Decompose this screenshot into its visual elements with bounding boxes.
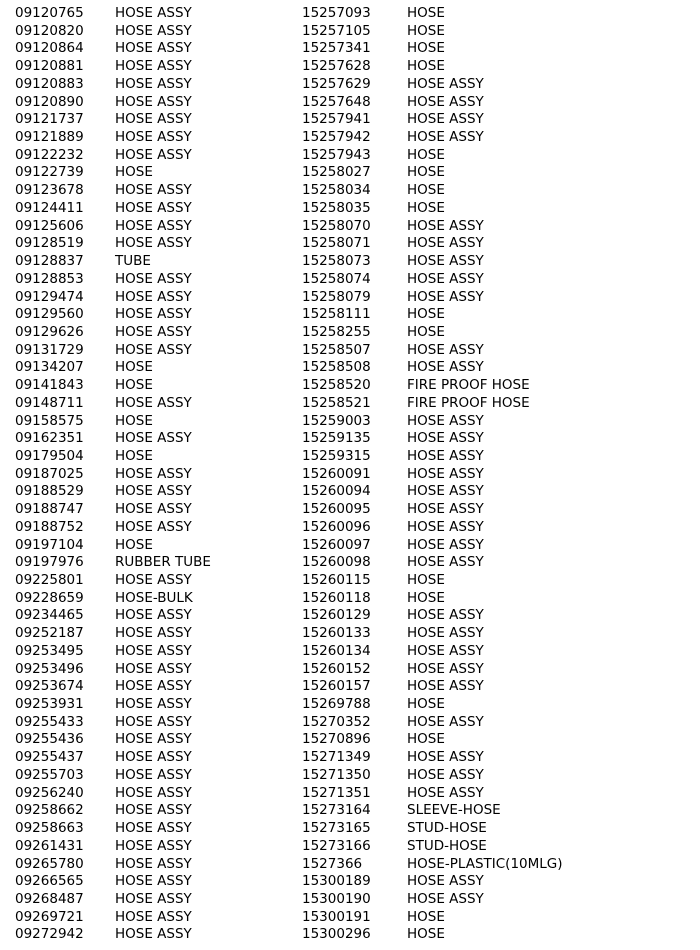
table-row	[0, 838, 700, 856]
table-row	[0, 501, 700, 519]
right-part-number: 15260118	[302, 589, 371, 606]
left-description: HOSE ASSY	[115, 625, 192, 642]
right-description: STUD-HOSE	[407, 820, 487, 837]
right-description: HOSE ASSY	[407, 873, 484, 890]
right-description: HOSE ASSY	[407, 890, 484, 907]
table-row	[0, 678, 700, 696]
left-description: HOSE ASSY	[115, 642, 192, 659]
right-description: HOSE ASSY	[407, 678, 484, 695]
table-row	[0, 235, 700, 253]
left-description: HOSE ASSY	[115, 855, 192, 872]
right-description: HOSE	[407, 926, 445, 943]
left-description: RUBBER TUBE	[115, 554, 211, 571]
right-description: HOSE ASSY	[407, 660, 484, 677]
left-part-number: 09225801	[15, 572, 84, 588]
right-part-number: 15257941	[302, 111, 371, 128]
right-description: HOSE	[407, 589, 445, 606]
table-row	[0, 873, 700, 891]
right-description: HOSE ASSY	[407, 536, 484, 553]
left-part-number: 09258663	[15, 820, 84, 837]
left-part-number: 09120864	[15, 40, 84, 57]
right-part-number: 15257093	[302, 5, 371, 21]
right-description: HOSE	[407, 182, 445, 199]
left-part-number: 09129474	[15, 288, 84, 305]
table-row	[0, 537, 700, 555]
left-description: HOSE ASSY	[115, 501, 192, 518]
right-part-number: 15258521	[302, 394, 371, 411]
left-description: HOSE ASSY	[115, 518, 192, 535]
left-part-number: 09255703	[15, 766, 84, 783]
table-row	[0, 58, 700, 76]
left-description: HOSE ASSY	[115, 430, 192, 447]
table-row	[0, 891, 700, 909]
table-row	[0, 572, 700, 590]
left-description: HOSE ASSY	[115, 306, 192, 323]
left-part-number: 09252187	[15, 625, 84, 642]
right-part-number: 15257628	[302, 58, 371, 75]
table-row	[0, 696, 700, 714]
left-description: TUBE	[115, 253, 151, 270]
right-description: HOSE ASSY	[407, 111, 484, 128]
table-row	[0, 359, 700, 377]
right-description: HOSE ASSY	[407, 93, 484, 110]
left-description: HOSE	[115, 447, 153, 464]
right-part-number: 15300191	[302, 908, 371, 925]
left-part-number: 09120883	[15, 75, 84, 92]
right-part-number: 15260096	[302, 518, 371, 535]
table-row	[0, 820, 700, 838]
left-description: HOSE ASSY	[115, 731, 192, 748]
left-description: HOSE ASSY	[115, 660, 192, 677]
left-description: HOSE ASSY	[115, 483, 192, 500]
table-row	[0, 607, 700, 625]
left-part-number: 09265780	[15, 855, 84, 872]
left-description: HOSE ASSY	[115, 323, 192, 340]
left-description: HOSE ASSY	[115, 288, 192, 305]
right-description: STUD-HOSE	[407, 837, 487, 854]
table-row	[0, 483, 700, 501]
right-part-number: 15273165	[302, 820, 371, 837]
table-row	[0, 182, 700, 200]
left-part-number: 09162351	[15, 430, 84, 447]
table-row	[0, 111, 700, 129]
left-description: HOSE ASSY	[115, 75, 192, 92]
table-row	[0, 395, 700, 413]
left-description: HOSE ASSY	[115, 93, 192, 110]
left-description: HOSE ASSY	[115, 908, 192, 925]
right-description: HOSE ASSY	[407, 430, 484, 447]
table-row	[0, 802, 700, 820]
left-description: HOSE ASSY	[115, 749, 192, 766]
table-row	[0, 94, 700, 112]
right-part-number: 15258507	[302, 341, 371, 358]
right-part-number: 15257629	[302, 75, 371, 92]
right-part-number: 15259135	[302, 430, 371, 447]
left-description: HOSE ASSY	[115, 766, 192, 783]
right-part-number: 15258074	[302, 270, 371, 287]
table-row	[0, 271, 700, 289]
right-part-number: 15258035	[302, 199, 371, 216]
right-part-number: 15257942	[302, 129, 371, 146]
left-part-number: 09129626	[15, 323, 84, 340]
left-description: HOSE ASSY	[115, 394, 192, 411]
left-part-number: 09120765	[15, 5, 84, 21]
right-description: HOSE	[407, 164, 445, 181]
right-description: HOSE	[407, 40, 445, 57]
table-row	[0, 714, 700, 732]
table-row	[0, 519, 700, 537]
table-row	[0, 324, 700, 342]
right-description: HOSE ASSY	[407, 341, 484, 358]
left-part-number: 09253495	[15, 642, 84, 659]
left-description: HOSE ASSY	[115, 40, 192, 57]
right-part-number: 15273166	[302, 837, 371, 854]
left-description: HOSE ASSY	[115, 199, 192, 216]
right-part-number: 15260133	[302, 625, 371, 642]
right-part-number: 15259003	[302, 412, 371, 429]
left-description: HOSE ASSY	[115, 926, 192, 943]
table-row	[0, 554, 700, 572]
right-part-number: 15269788	[302, 696, 371, 713]
left-description: HOSE ASSY	[115, 890, 192, 907]
table-row	[0, 23, 700, 41]
right-description: SLEEVE-HOSE	[407, 802, 501, 819]
right-description: HOSE ASSY	[407, 554, 484, 571]
table-row	[0, 625, 700, 643]
left-part-number: 09188752	[15, 518, 84, 535]
left-description: HOSE ASSY	[115, 837, 192, 854]
right-part-number: 15258071	[302, 235, 371, 252]
left-description: HOSE ASSY	[115, 873, 192, 890]
right-part-number: 15258034	[302, 182, 371, 199]
left-part-number: 09268487	[15, 890, 84, 907]
right-part-number: 15258079	[302, 288, 371, 305]
right-part-number: 15258520	[302, 377, 371, 394]
table-row	[0, 413, 700, 431]
left-part-number: 09125606	[15, 217, 84, 234]
table-row	[0, 129, 700, 147]
right-description: HOSE	[407, 323, 445, 340]
table-row	[0, 76, 700, 94]
left-description: HOSE ASSY	[115, 5, 192, 21]
left-description: HOSE ASSY	[115, 129, 192, 146]
left-part-number: 09122739	[15, 164, 84, 181]
right-part-number: 15258255	[302, 323, 371, 340]
right-part-number: 15273164	[302, 802, 371, 819]
right-description: HOSE ASSY	[407, 359, 484, 376]
right-part-number: 15300190	[302, 890, 371, 907]
right-description: HOSE ASSY	[407, 625, 484, 642]
table-row	[0, 306, 700, 324]
right-description: FIRE PROOF HOSE	[407, 394, 530, 411]
left-part-number: 09120820	[15, 22, 84, 39]
right-description: HOSE	[407, 58, 445, 75]
left-part-number: 09255436	[15, 731, 84, 748]
right-part-number: 15257105	[302, 22, 371, 39]
table-row	[0, 164, 700, 182]
left-part-number: 09158575	[15, 412, 84, 429]
left-description: HOSE ASSY	[115, 784, 192, 801]
left-description: HOSE	[115, 377, 153, 394]
right-description: HOSE	[407, 146, 445, 163]
table-row	[0, 200, 700, 218]
left-part-number: 09188747	[15, 501, 84, 518]
table-row	[0, 377, 700, 395]
right-part-number: 15271350	[302, 766, 371, 783]
left-description: HOSE ASSY	[115, 182, 192, 199]
right-part-number: 15259315	[302, 447, 371, 464]
right-part-number: 15300296	[302, 926, 371, 943]
table-row	[0, 909, 700, 927]
right-part-number: 15271349	[302, 749, 371, 766]
table-row	[0, 731, 700, 749]
right-description: HOSE ASSY	[407, 75, 484, 92]
right-description: HOSE ASSY	[407, 465, 484, 482]
left-part-number: 09256240	[15, 784, 84, 801]
right-part-number: 15257341	[302, 40, 371, 57]
right-description: HOSE ASSY	[407, 129, 484, 146]
right-description: HOSE ASSY	[407, 642, 484, 659]
table-row	[0, 253, 700, 271]
left-part-number: 09253674	[15, 678, 84, 695]
right-part-number: 15270896	[302, 731, 371, 748]
left-description: HOSE ASSY	[115, 111, 192, 128]
right-description: HOSE ASSY	[407, 235, 484, 252]
table-row	[0, 749, 700, 767]
left-description: HOSE	[115, 359, 153, 376]
right-part-number: 15258027	[302, 164, 371, 181]
table-row	[0, 430, 700, 448]
right-description: HOSE ASSY	[407, 501, 484, 518]
left-part-number: 09253496	[15, 660, 84, 677]
table-row	[0, 147, 700, 165]
parts-list-sheet	[0, 5, 700, 945]
right-part-number: 15258070	[302, 217, 371, 234]
table-row	[0, 767, 700, 785]
table-row	[0, 926, 700, 944]
right-part-number: 15260095	[302, 501, 371, 518]
left-part-number: 09255433	[15, 713, 84, 730]
right-description: HOSE ASSY	[407, 749, 484, 766]
left-part-number: 09187025	[15, 465, 84, 482]
right-description: FIRE PROOF HOSE	[407, 377, 530, 394]
right-description: HOSE ASSY	[407, 518, 484, 535]
table-row	[0, 643, 700, 661]
table-row	[0, 342, 700, 360]
left-part-number: 09179504	[15, 447, 84, 464]
right-description: HOSE ASSY	[407, 217, 484, 234]
left-description: HOSE ASSY	[115, 465, 192, 482]
left-part-number: 09266565	[15, 873, 84, 890]
right-part-number: 15260098	[302, 554, 371, 571]
right-description: HOSE	[407, 908, 445, 925]
right-description: HOSE ASSY	[407, 607, 484, 624]
right-description: HOSE	[407, 572, 445, 588]
right-description: HOSE ASSY	[407, 784, 484, 801]
left-part-number: 09128519	[15, 235, 84, 252]
right-description: HOSE ASSY	[407, 253, 484, 270]
right-part-number: 15271351	[302, 784, 371, 801]
right-part-number: 15260115	[302, 572, 371, 588]
right-description: HOSE	[407, 199, 445, 216]
right-description: HOSE	[407, 306, 445, 323]
left-part-number: 09197104	[15, 536, 84, 553]
left-description: HOSE ASSY	[115, 58, 192, 75]
right-part-number: 15257648	[302, 93, 371, 110]
right-part-number: 15300189	[302, 873, 371, 890]
right-part-number: 15260097	[302, 536, 371, 553]
table-row	[0, 448, 700, 466]
left-part-number: 09148711	[15, 394, 84, 411]
table-row	[0, 661, 700, 679]
left-description: HOSE ASSY	[115, 820, 192, 837]
left-part-number: 09131729	[15, 341, 84, 358]
left-part-number: 09121889	[15, 129, 84, 146]
left-description: HOSE ASSY	[115, 217, 192, 234]
left-description: HOSE ASSY	[115, 22, 192, 39]
right-part-number: 15260129	[302, 607, 371, 624]
right-part-number: 15260157	[302, 678, 371, 695]
right-description: HOSE	[407, 5, 445, 21]
left-part-number: 09258662	[15, 802, 84, 819]
left-description: HOSE ASSY	[115, 572, 192, 588]
left-part-number: 09234465	[15, 607, 84, 624]
left-description: HOSE ASSY	[115, 713, 192, 730]
left-description: HOSE	[115, 412, 153, 429]
left-description: HOSE ASSY	[115, 696, 192, 713]
left-description: HOSE ASSY	[115, 802, 192, 819]
left-description: HOSE	[115, 164, 153, 181]
left-description: HOSE ASSY	[115, 678, 192, 695]
left-part-number: 09253931	[15, 696, 84, 713]
table-row	[0, 40, 700, 58]
right-description: HOSE-PLASTIC(10MLG)	[407, 855, 563, 872]
left-description: HOSE	[115, 536, 153, 553]
right-part-number: 15260134	[302, 642, 371, 659]
left-part-number: 09124411	[15, 199, 84, 216]
left-description: HOSE ASSY	[115, 235, 192, 252]
left-part-number: 09122232	[15, 146, 84, 163]
table-row	[0, 785, 700, 803]
table-row	[0, 466, 700, 484]
right-part-number: 15257943	[302, 146, 371, 163]
table-row	[0, 5, 700, 23]
right-description: HOSE ASSY	[407, 412, 484, 429]
left-description: HOSE-BULK	[115, 589, 193, 606]
table-row	[0, 218, 700, 236]
right-description: HOSE ASSY	[407, 766, 484, 783]
left-part-number: 09134207	[15, 359, 84, 376]
left-description: HOSE ASSY	[115, 341, 192, 358]
left-part-number: 09121737	[15, 111, 84, 128]
right-part-number: 15260091	[302, 465, 371, 482]
left-part-number: 09141843	[15, 377, 84, 394]
left-part-number: 09255437	[15, 749, 84, 766]
left-description: HOSE ASSY	[115, 607, 192, 624]
left-part-number: 09123678	[15, 182, 84, 199]
left-part-number: 09128837	[15, 253, 84, 270]
table-row	[0, 590, 700, 608]
right-part-number: 15260152	[302, 660, 371, 677]
right-description: HOSE ASSY	[407, 713, 484, 730]
left-part-number: 09197976	[15, 554, 84, 571]
right-description: HOSE ASSY	[407, 288, 484, 305]
left-part-number: 09188529	[15, 483, 84, 500]
left-part-number: 09129560	[15, 306, 84, 323]
left-part-number: 09261431	[15, 837, 84, 854]
right-part-number: 1527366	[302, 855, 363, 872]
right-description: HOSE	[407, 696, 445, 713]
right-description: HOSE	[407, 22, 445, 39]
right-part-number: 15258073	[302, 253, 371, 270]
right-description: HOSE	[407, 731, 445, 748]
left-part-number: 09269721	[15, 908, 84, 925]
right-description: HOSE ASSY	[407, 483, 484, 500]
left-part-number: 09228659	[15, 589, 84, 606]
right-part-number: 15270352	[302, 713, 371, 730]
right-part-number: 15258111	[302, 306, 371, 323]
left-part-number: 09128853	[15, 270, 84, 287]
left-description: HOSE ASSY	[115, 146, 192, 163]
right-part-number: 15260094	[302, 483, 371, 500]
left-part-number: 09120881	[15, 58, 84, 75]
right-description: HOSE ASSY	[407, 447, 484, 464]
table-row	[0, 856, 700, 874]
left-part-number: 09272942	[15, 926, 84, 943]
left-part-number: 09120890	[15, 93, 84, 110]
table-row	[0, 289, 700, 307]
right-description: HOSE ASSY	[407, 270, 484, 287]
left-description: HOSE ASSY	[115, 270, 192, 287]
right-part-number: 15258508	[302, 359, 371, 376]
